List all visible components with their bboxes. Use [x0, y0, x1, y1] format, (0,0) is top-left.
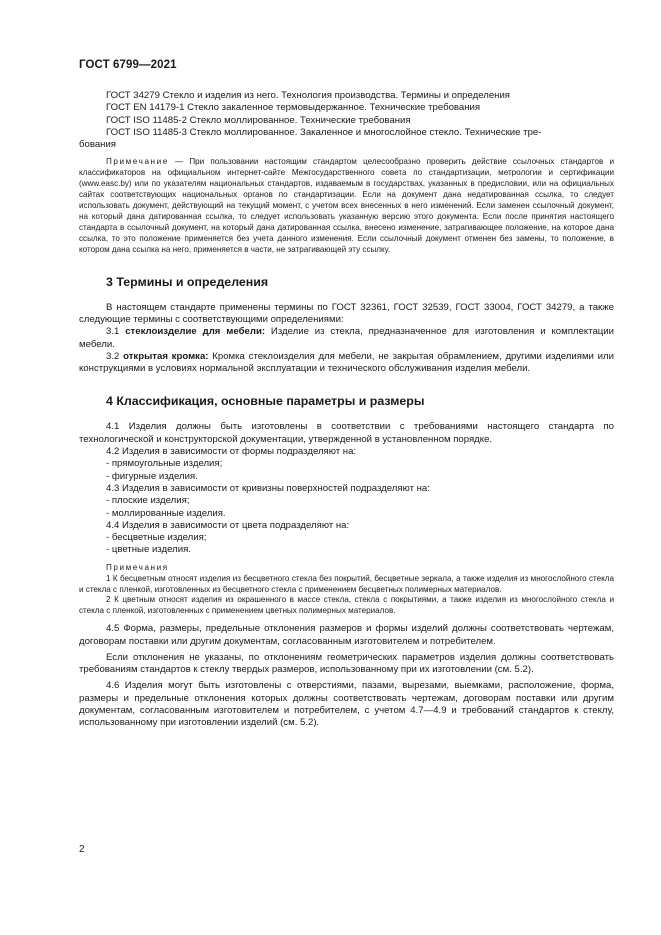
normative-references [79, 90, 614, 151]
notes-label: Примечания [106, 562, 169, 572]
term-definition: Кромка стеклоизделия для мебели, не закрытая обрамлением, другими изделиями или конструкциями в условиях нормальной эксплуатации и технического обслуживания изделия мебели. [79, 350, 614, 375]
list-item: - плоские изделия; [106, 495, 190, 507]
clause-4-5: 4.5 Форма, размеры, предельные отклонения размеров и формы изделий должны соответствовать чертежам, договорам поставки или другим документам, согласованным изготовителем и потребителем. [79, 623, 614, 647]
reference-item: ГОСТ EN 14179-1 Стекло закаленное термовыдержанное. Технические требования [106, 102, 481, 114]
page-number: 2 [79, 844, 85, 855]
term-name: стеклоизделие для мебели: [125, 326, 266, 338]
clause-line: 4.4 Изделия в зависимости от цвета подразделяют на: [106, 519, 350, 531]
list-item: - бесцветные изделия; [106, 532, 207, 544]
clause-line: 4.3 Изделия в зависимости от кривизны поверхностей подразделяют на: [106, 482, 430, 494]
reference-item: ГОСТ ISO 11485-3 Стекло моллированное. Закаленное и многослойное стекло. Технические тре- [106, 126, 542, 138]
section-4-heading: 4 Классификация, основные параметры и размеры [106, 394, 425, 409]
clause-4-6: 4.6 Изделия могут быть изготовлены с отверстиями, пазами, вырезами, выемками, расположение, форма, размеры и предельные отклонения которых должны соответствовать чертежам, договорам поставки или другим документам, согласованным изготовителем и потребителем, с учетом 4.7—4.9 и требований стандартов к стеклу, использованному при изготовлении изделий (см. 5.2). [79, 680, 614, 729]
note-item: 2 К цветным относят изделия из окрашенного в массе стекла, стекла с покрытиями, а также изделия из многослойного стекла и стекла с пленкой, изготовленных с применением цветных полимерных материалов. [79, 595, 614, 616]
clause-4-5-continuation: Если отклонения не указаны, по отклонениям геометрических параметров изделия должны соответствовать требованиям стандартов к стеклу твердых размеров, использованному при их изготовлении (см. 5.2). [79, 651, 614, 676]
reference-item-continuation: бования [79, 139, 117, 151]
term-3-2: 3.2 открытая кромка: Кромка стеклоизделия для мебели, не закрытая обрамлением, другими изделиями или конструкциями в условиях нормальной эксплуатации и технического обслуживания изделия мебели. [79, 350, 614, 375]
reference-item: ГОСТ ISO 11485-2 Стекло моллированное. Технические требования [106, 114, 411, 126]
list-item: - цветные изделия. [106, 544, 191, 556]
section-3-heading: 3 Термины и определения [106, 274, 269, 289]
clause-4-1: 4.1 Изделия должны быть изготовлены в соответствии с требованиями настоящего стандарта по технологической и конструкторской документации, утвержденной в установленном порядке. [79, 421, 614, 445]
note-references [79, 157, 614, 255]
term-definition: Изделие из стекла, предназначенное для изготовления и комплектации мебели. [79, 326, 615, 350]
section-3-intro: В настоящем стандарте применены термины по ГОСТ 32361, ГОСТ 32539, ГОСТ 33004, ГОСТ 34279, а также следующие термины с соответствующими определениями: [79, 301, 614, 325]
reference-item: ГОСТ 34279 Стекло и изделия из него. Технология производства. Термины и определения [106, 90, 511, 101]
note-text: — При пользовании настоящим стандартом целесообразно проверить действие ссылочных стандартов и классификаторов на официальном интернет-сайте Межгосударственного совета по стандартизации, метрологии и сертификации (www.easc.by) или по указателям национальных стандартов, издаваемым в государствах, указанных в предисловии, или на официальных сайтах соответствующих национальных органов по стандартизации. Если на документ дана недатированная ссылка, то следует использовать документ, действующий на текущий момент, с учетом всех внесенных в него изменений. Если заменен ссылочный документ, на который дана датированная ссылка, то следует использовать указанную версию этого документа. Если после принятия настоящего стандарта в ссылочный документ, на который дана датированная ссылка, внесено изменение, затрагивающее положение, на которое дана ссылка, то это положение применяется без учета данного изменения. Если ссылочный документ отменен без замены, то положение, в котором дана ссылка на него, применяется в части, не затрагивающей эту ссылку. [79, 157, 614, 254]
note-label: Примечание [106, 157, 169, 167]
term-3-1: 3.1 стеклоизделие для мебели: Изделие из стекла, предназначенное для изготовления и комплектации мебели. [79, 326, 615, 350]
page-content [79, 90, 614, 730]
document-code: ГОСТ 6799—2021 [79, 59, 177, 71]
list-item: - моллированные изделия. [106, 507, 226, 519]
term-name: открытая кромка: [123, 350, 209, 362]
list-item: - фигурные изделия. [106, 470, 198, 482]
clause-line: 4.2 Изделия в зависимости от формы подразделяют на: [106, 446, 357, 458]
list-item: - прямоугольные изделия; [106, 458, 223, 470]
note-item: 1 К бесцветным относят изделия из бесцветного стекла без покрытий, бесцветные зеркала, а также изделия из многослойного стекла и стекла с пленкой, изготовленных из бесцветного стекла с применением бесцветных полимерных материалов. [79, 573, 614, 594]
